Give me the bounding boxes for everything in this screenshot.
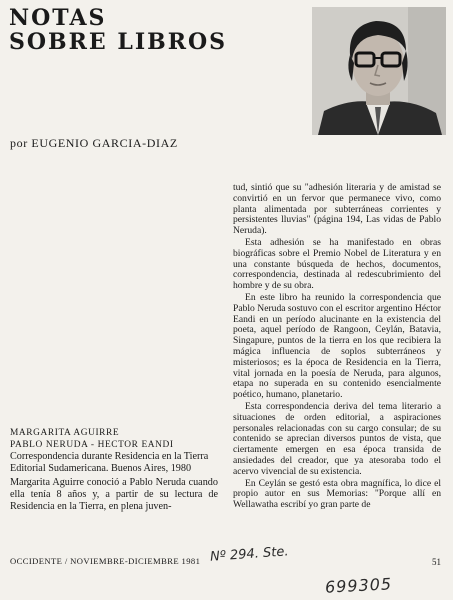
- book-publisher: Editorial Sudamericana. Buenos Aires, 1980: [10, 462, 192, 474]
- handwritten-catalog-number: 699305: [324, 574, 393, 597]
- section-title: [9, 6, 227, 54]
- title-line-1: NOTAS: [9, 5, 107, 31]
- paragraph-1: tud, sintió que su "adhesión literaria y de amistad se convirtió en un fervor que permanece vivo, como planta alimentada por subterráneas corrientes y persistentes lluvias" (página 194, Las vidas de Pablo Neruda).: [233, 182, 441, 237]
- intro-paragraph: Margarita Aguirre conoció a Pablo Neruda cuando ella tenía 8 años y, a partir de su lectura de Residencia en la Tierra, en plena juven-: [10, 477, 218, 512]
- paragraph-2: Esta adhesión se ha manifestado en obras biográficas sobre el Premio Nobel de Literatura y en una constante búsqueda de hechos, documentos, correspondencia, destinada al redescubrimiento del hombre y de su obra.: [233, 236, 441, 292]
- paragraph-5: En Ceylán se gestó esta obra magnífica, lo dice el propio autor en sus Memorias: "Porque allí en Wellawatha escribí yo gran parte de: [233, 477, 441, 511]
- title-line-2: SOBRE LIBROS: [9, 29, 228, 55]
- author-photo: [312, 7, 446, 135]
- book-subtitle: PABLO NERUDA - HECTOR EANDI: [10, 439, 174, 450]
- book-author: MARGARITA AGUIRRE: [10, 428, 120, 438]
- book-reference: [10, 428, 218, 512]
- journal-footer: OCCIDENTE / NOVIEMBRE-DICIEMBRE 1981: [10, 556, 201, 566]
- byline: por EUGENIO GARCIA-DIAZ: [10, 136, 178, 150]
- paragraph-3: En este libro ha reunido la correspondencia que Pablo Neruda sostuvo con el escritor argentino Héctor Eandi en un período alucinante en la existencia del poeta, aquel período de Rangoon, Ceylán, Batavia, Singapure, puntos de la tierra en los que recibiera la mágica influencia de soplos subterráneos y misteriosos; es la época de Residencia en la Tierra, vital jornada en la poesía de Neruda, para algunos, etapa no superada en su contenido esencialmente poético, humano, planetario.: [233, 291, 441, 401]
- page-number: 51: [432, 557, 441, 567]
- article-body: [233, 183, 441, 512]
- handwritten-note: Nº 294. Ste.: [209, 544, 289, 565]
- paragraph-4: Esta correspondencia deriva del tema literario a situaciones de orden editorial, a aspiraciones personales relacionadas con su cargo consular; de su contenido se aprecian diversos puntos de vista, que ciertamente emergen en esa época transida de ansiedades del creador, que ya atesoraba todo el acervo vivencial de su existencia.: [233, 400, 441, 477]
- book-title: Correspondencia durante Residencia en la Tierra: [10, 451, 209, 463]
